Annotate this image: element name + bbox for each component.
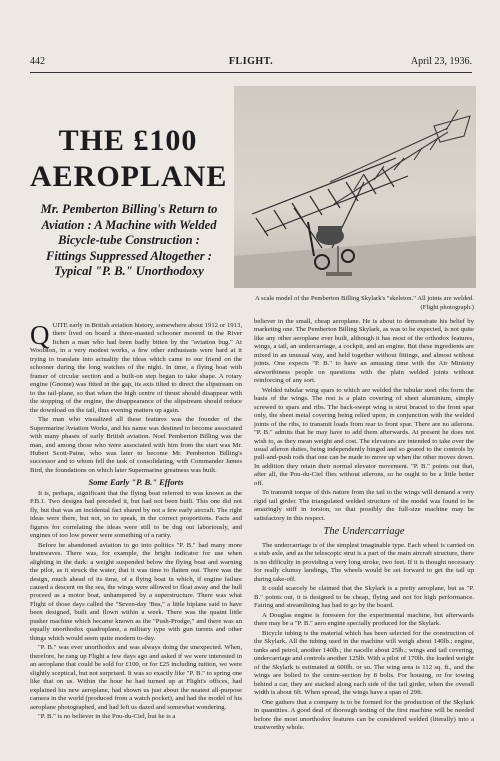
body-paragraph: "P. B." was ever unorthodox and was always doing the unexpected. When, therefore, he rang up Flight a few days ago and asked if we were interested in an aeroplane that could be sold for £100, or for £25 including tuition, we were slightly sceptical, but not surprised. It was so exactly like "P. B." to spring one like that on us. Within the hour he had turned up at Flight's offices, had explained his new aeroplane, had shown us just about the neatest all-purpose camera in the world (produced from a watch pocket), and had the model of his aeroplane photographed, and had left us dazed and somewhat wondering. bbox=[30, 644, 242, 711]
skeleton-model-illustration bbox=[234, 86, 476, 288]
body-paragraph: Welded tubular wing spars to which are welded the tubular steel ribs form the basis of the wings. The rest is a plain covering of sheet aluminium, simply screwed to spars and ribs. The back-swept wing is strut braced to the front spar only, the sheet metal covering being relied upon, in conjunction with the welded joints of the ribs, to transmit loads from rear to front spar. There are no ailerons. "P. B." admits that he may have to add them afterwards. At present he does not wish to, as they mean weight and cost. The elevators are intended to take over the usual aileron duties, being independently hinged and so geared to the controls by pull-and-push rods that one can be made to move up when the other moves down. In addition they retain their normal elevator movement. "P. B." points out that, after all, the Pou-du-Ciel flies without ailerons, so he ought to be a little better off. bbox=[254, 386, 474, 487]
article-title-line2: AEROPLANE bbox=[30, 160, 228, 193]
page-number: 442 bbox=[30, 56, 45, 67]
intro-paragraph: QUITE early in British aviation history, somewhere about 1912 or 1913, there lived on board a three-masted schooner moored in the River Itchen a man who had been badly bitten by the "aviation bug." At Woolston, in a very modest works, a few other enthusiasts were hard at it trying to translate into actuality the ideas which came to our friend on the schooner during the long watches of the night. In time, a flying boat with framer of circular section and a built-on step began to take shape. A rotary engine (Gnome) was fitted in the gap, its axis tilted to direct the slipstream on to the tail-plane, so that when the high centre of thrust should disappear with the stopping of the engine, the disappearance of the slipstream should reduce the download on the tail, thus evening matters up again. bbox=[30, 320, 242, 414]
photo-caption: A scale model of the Pemberton Billing Skylark's "skeleton." All joints are welded. (Flight photograph.) bbox=[254, 295, 474, 311]
left-text-column bbox=[30, 322, 242, 723]
body-paragraph: A Douglas engine is foreseen for the experimental machine, but afterwards there may be a "P. B." aero engine specially produced for the Skylark. bbox=[254, 611, 474, 628]
body-paragraph: Before he abandoned aviation to go into politics "P. B." had many more brainwaves. There was, for example, the bright indicator for use when alighting in the dark: a weight suspended below the flying boat and warning the pilot, as it struck the water, that it was time to flatten out. There was the design, much ahead of its time, of a flying boat in which, if engine failure caused a descent on the sea, the wings were allowed to float away and the hull proceed as a motor boat, unhampered by a superstructure. There was what Flight of those days called the "Seven-day 'Bus," a little biplane said to have been designed, built and flown within a week. There was the quaint little pusher machine which became known as the "Push-Prodge," and there was an equally unorthodox quadruplane, a military type with gun turrets and other things which would seem quite modern to-day. bbox=[30, 541, 242, 642]
body-paragraph: It is, perhaps, significant that the flying boat referred to was known as the P.B.1. Two designs had preceded it, but had not been built. This one did not fly, but that was an incidental fact shared by not a few early aircraft. The right ideas were there, but not, so to speak, in the correct proportions. Facts and figures for correlating the ideas were still to be dug out laboriously, and engines of too low power were something of a rarity. bbox=[30, 489, 242, 540]
body-paragraph: Bicycle tubing is the material which has been selected for the construction of the Skylark. All the tubing used in the machine will weigh about 140lb.; engine, tanks and petrol, another 140lb.; the nacelle about 25lb.; wings and tail covering, undercarriage and controls another 125lb. With a pilot of 170lb. the loaded weight of the Skylark is estimated at 600lb. or so. The wing area is 112 sq. ft., and the wings are bolted to the centre-section by 8 bolts. For housing, or for towing behind a car, they are stacked along each side of the tail girder, when the overall width is about 6ft. When spread, the wings have a span of 29ft. bbox=[254, 629, 474, 696]
running-header bbox=[30, 56, 472, 70]
article-subtitle: Mr. Pemberton Billing's Return to Aviation : A Machine with Welded Bicycle-tube Construction : Fittings Suppressed Altogether : Typical "P. B." Unorthodoxy bbox=[40, 202, 218, 278]
issue-date: April 23, 1936. bbox=[410, 56, 472, 67]
body-paragraph: believer in the small, cheap aeroplane. He is about to demonstrate his belief by marketing one. The Pemberton Billing Skylark, as was to be expected, is not quite like any other aeroplane ever built, although it has most of the orthodox features, wings, a tail, an undercarriage, a cockpit, and an engine. But these ingredients are mixed in an unusual way, and held together without fittings, and almost without joints. One expects "P. B." to have an amusing time with the Air Ministry airworthiness people on questions with the plain welded joints without reinforcing of any sort. bbox=[254, 318, 474, 385]
right-text-column bbox=[254, 318, 474, 734]
body-paragraph: The undercarriage is of the simplest imaginable type. Each wheel is carried on a stub axle, and as the telescopic strut is a part of the main aircraft structure, there is no difficulty in providing a very long stroke, two feet. If it is thought necessary for really clumsy landings, The wheels would be set forward to get the tail up during take-off. bbox=[254, 541, 474, 583]
body-paragraph: The man who visualized all these features was the founder of the Supermarine Aviation Works, and his name was destined to become associated with many phases of early British aviation. Noel Pemberton Billing was the man, and among those who were associated with him from the start was Mr. Hubert Scott-Paine, who was later to become Mr. Pemberton Billing's successor and to whom fell the task of consolidating, with Commander James Bird, the foundations on which later Supermarine greatness was built. bbox=[30, 416, 242, 474]
article-title-line1: THE £100 bbox=[58, 124, 198, 157]
section-heading-undercarriage: The Undercarriage bbox=[323, 526, 405, 538]
body-paragraph: "P. B." is no believer in the Pou-du-Ciel, but he is a bbox=[38, 713, 176, 721]
journal-title: FLIGHT. bbox=[228, 56, 274, 67]
header-rule bbox=[30, 72, 472, 73]
aircraft-model-photo bbox=[234, 86, 476, 288]
body-paragraph: It could scarcely be claimed that the Skylark is a pretty aeroplane, but as "P. B." points out, it is designed to be cheap, flying and not for high performance. Fairing and streamlining has had to go by the board. bbox=[254, 585, 474, 610]
body-paragraph: One gathers that a company is to be formed for the production of the Skylark in quantities. A good deal of thorough testing of the first machine will be needed before the most unorthodox features can be considered welded (literally) into a trustworthy whole. bbox=[254, 698, 474, 731]
section-heading-early-efforts: Some Early "P. B." Efforts bbox=[88, 477, 184, 488]
drop-cap: Q bbox=[30, 320, 50, 350]
body-paragraph: To transmit torque of this nature from the tail to the wings will demand a very rigid tail girder. The triangulated welded structure of the model was found to be amazingly stiff in torsion, so that possibly the full-size machine may be satisfactory in this respect. bbox=[254, 489, 474, 522]
